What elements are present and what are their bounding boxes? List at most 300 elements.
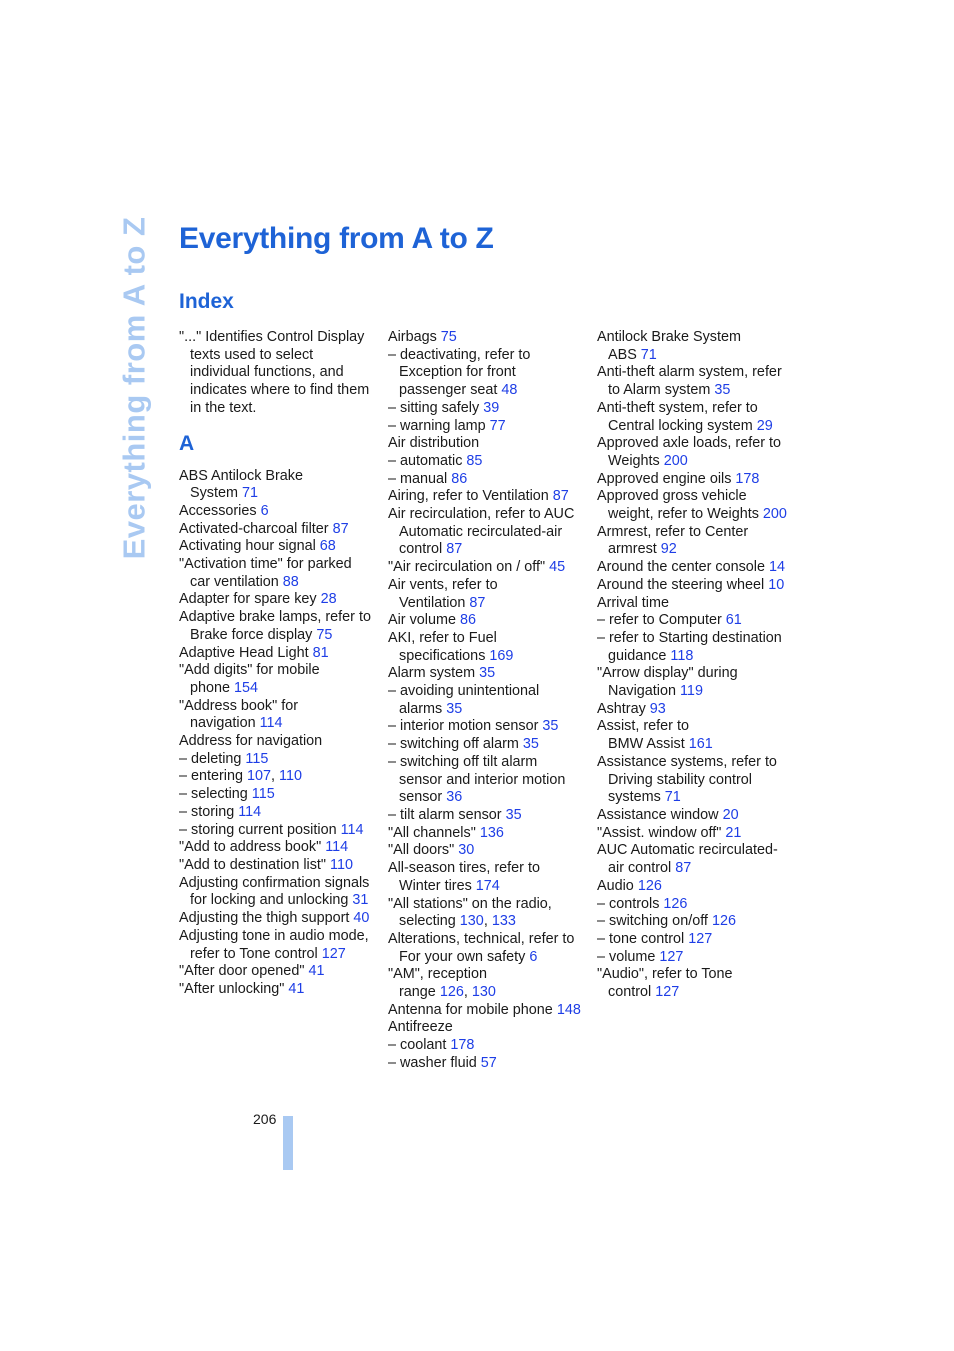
index-entry-text: Winter tires: [399, 877, 476, 894]
index-entry-text: Air recirculation, refer to AUC: [388, 506, 575, 523]
index-subentry: [388, 1055, 584, 1073]
page-reference-link[interactable]: 57: [480, 1054, 497, 1071]
index-entry-text: – automatic: [388, 452, 467, 469]
page-reference-link[interactable]: 126: [637, 877, 662, 894]
index-entry-text: Ventilation: [399, 594, 470, 611]
page-title: Everything from A to Z: [179, 222, 494, 255]
index-entry-text: – warning lamp: [388, 417, 490, 434]
index-entry: [597, 364, 793, 382]
index-entry: [597, 435, 793, 453]
page-reference-link[interactable]: 81: [312, 644, 329, 661]
index-entry: [179, 946, 375, 964]
page-reference-link[interactable]: 174: [475, 877, 500, 894]
page-reference-link[interactable]: 130: [459, 913, 484, 930]
index-entry-text: "Add digits" for mobile: [179, 662, 320, 679]
page-reference-link[interactable]: 87: [446, 541, 463, 558]
index-entry: [597, 984, 793, 1002]
index-entry-text: BMW Assist: [608, 736, 689, 753]
page-reference-link[interactable]: 6: [260, 502, 269, 519]
index-column-3: [597, 329, 793, 1002]
index-subentry: [179, 804, 375, 822]
index-entry: [597, 400, 793, 418]
index-subentry: [179, 786, 375, 804]
page-reference-link[interactable]: 127: [321, 945, 346, 962]
index-entry-text: Address for navigation: [179, 733, 323, 750]
index-entry-text: Exception for front: [399, 364, 516, 381]
index-entry: [179, 928, 375, 946]
index-entry: [179, 981, 375, 999]
index-entry: [597, 683, 793, 701]
index-entry-text: car ventilation: [190, 573, 283, 590]
page-reference-link[interactable]: 86: [459, 612, 476, 629]
page-reference-link[interactable]: 35: [505, 806, 522, 823]
index-entry: selecting 130, 133: [399, 913, 516, 930]
index-entry-text: – switching on/off: [597, 913, 712, 930]
index-entry: [179, 662, 375, 680]
index-subentry: [179, 822, 375, 840]
index-entry: [388, 1019, 584, 1037]
index-entry: [597, 541, 793, 559]
page-reference-link[interactable]: 35: [446, 700, 463, 717]
index-entry-text: "After door opened": [179, 963, 309, 980]
page-reference-link[interactable]: 107: [247, 768, 272, 785]
index-entry-text: phone: [190, 679, 235, 696]
index-entry-text: Adjusting tone in audio mode,: [179, 927, 369, 944]
index-entry-text: alarms: [399, 700, 447, 717]
index-entry: [597, 471, 793, 489]
index-entry: [179, 364, 375, 382]
index-entry: [179, 521, 375, 539]
index-entry: [597, 595, 793, 613]
index-entry-text: Driving stability control: [608, 771, 752, 788]
index-entry: [388, 382, 584, 400]
page-reference-link[interactable]: 93: [649, 700, 666, 717]
page-reference-link[interactable]: 41: [288, 980, 305, 997]
index-entry: [388, 488, 584, 506]
page-reference-link[interactable]: 35: [522, 736, 539, 753]
index-entry-text: Adjusting the thigh support: [179, 910, 354, 927]
index-entry: [388, 364, 584, 382]
index-entry-text: "Arrow display" during: [597, 665, 738, 682]
index-entry: [597, 772, 793, 790]
page-reference-link[interactable]: 114: [238, 803, 262, 820]
index-entry: [388, 825, 584, 843]
page-reference-link[interactable]: 45: [549, 559, 566, 576]
page-reference-link[interactable]: 148: [556, 1001, 581, 1018]
index-entry-text: Around the steering wheel: [597, 576, 769, 593]
index-entry-text: control: [608, 984, 656, 1001]
index-entry: [179, 857, 375, 875]
page-reference-link[interactable]: 86: [451, 470, 468, 487]
index-entry: [597, 718, 793, 736]
index-entry-text: – deactivating, refer to: [388, 346, 531, 363]
index-entry-text: – deleting: [179, 750, 246, 767]
index-subentry: [388, 754, 584, 772]
page-reference-link[interactable]: 114: [325, 839, 349, 856]
index-entry: [179, 910, 375, 928]
page-reference-link[interactable]: 75: [440, 329, 457, 345]
page-reference-link[interactable]: 39: [483, 399, 500, 416]
index-entry-text: Antenna for mobile phone: [388, 1001, 557, 1018]
index-entry: [179, 400, 375, 418]
page-reference-link[interactable]: 35: [479, 665, 496, 682]
index-entry-text: Brake force display: [190, 626, 317, 643]
page-reference-link[interactable]: 136: [479, 824, 504, 841]
page-reference-link[interactable]: 178: [450, 1037, 475, 1054]
page-reference-link[interactable]: 127: [688, 930, 713, 947]
index-entry: [597, 577, 793, 595]
index-entry: [388, 329, 584, 347]
index-subentry: [597, 896, 793, 914]
page-reference-link[interactable]: 119: [680, 683, 703, 700]
page-reference-link[interactable]: 87: [332, 520, 349, 537]
index-letter-heading: A: [179, 431, 195, 455]
index-entry-text: – volume: [597, 948, 660, 965]
page-reference-link[interactable]: 133: [491, 913, 516, 930]
index-subentry: [597, 931, 793, 949]
index-entry: [388, 541, 584, 559]
index-entry-text: Central locking system: [608, 417, 757, 434]
index-entry: [597, 807, 793, 825]
index-entry-text: Anti-theft system, refer to: [597, 399, 758, 416]
page-reference-link[interactable]: 75: [316, 626, 333, 643]
index-entry-text: ABS Antilock Brake: [179, 467, 303, 484]
index-entry: [597, 648, 793, 666]
index-entry: [597, 453, 793, 471]
index-entry: [179, 839, 375, 857]
index-entry: [179, 627, 375, 645]
index-entry-text: "Add to address book": [179, 839, 326, 856]
page-reference-link[interactable]: 127: [659, 948, 684, 965]
index-entry-text: Adjusting confirmation signals: [179, 874, 370, 891]
index-entry-text: Approved gross vehicle: [597, 488, 747, 505]
section-title: Index: [179, 290, 234, 313]
page-reference-link[interactable]: 85: [466, 452, 483, 469]
page-reference-link[interactable]: 154: [234, 679, 259, 696]
index-entry-text: selecting: [399, 913, 460, 930]
index-entry: [388, 435, 584, 453]
index-entry-text: refer to Tone control: [190, 945, 322, 962]
index-entry-text: Antifreeze: [388, 1019, 453, 1036]
index-entry: [597, 347, 793, 365]
index-entry-text: Alterations, technical, refer to: [388, 930, 575, 947]
page-reference-link[interactable]: 68: [319, 538, 336, 555]
index-entry-text: weight, refer to Weights: [608, 506, 763, 523]
index-entry: [388, 878, 584, 896]
index-entry: [597, 418, 793, 436]
index-entry-text: Adaptive brake lamps, refer to: [179, 609, 371, 626]
index-column-1: [179, 329, 375, 999]
page-reference-link[interactable]: 114: [340, 821, 364, 838]
index-entry-text: sensor: [399, 789, 447, 806]
index-entry: [597, 789, 793, 807]
index-entry-text: – entering: [179, 768, 248, 785]
index-entry-text: "Activation time" for parked: [179, 556, 352, 573]
page-reference-link[interactable]: 6: [529, 948, 538, 965]
index-entry-text: – refer to Starting destination: [597, 629, 782, 646]
index-entry-text: sensor and interior motion: [399, 771, 566, 788]
index-entry: [179, 574, 375, 592]
index-entry: [179, 468, 375, 486]
side-chapter-tab: [112, 216, 156, 560]
index-entry-text: – controls: [597, 895, 664, 912]
index-entry: [597, 842, 793, 860]
page-reference-link[interactable]: 200: [663, 452, 688, 469]
index-entry: [179, 347, 375, 365]
index-entry: [597, 559, 793, 577]
index-entry: [388, 1002, 584, 1020]
page-reference-link[interactable]: 87: [552, 488, 569, 505]
index-entry-text: range: [399, 984, 440, 1001]
page-reference-link[interactable]: 87: [675, 860, 692, 877]
page-reference-link[interactable]: 126: [663, 895, 688, 912]
index-entry: [179, 556, 375, 574]
index-entry: [179, 538, 375, 556]
page-reference-link[interactable]: 71: [664, 789, 681, 806]
index-entry-text: – switching off alarm: [388, 736, 523, 753]
index-entry: [388, 931, 584, 949]
index-entry-text: "Audio", refer to Tone: [597, 966, 733, 983]
index-entry-text: to Alarm system: [608, 382, 715, 399]
page-reference-link[interactable]: 161: [688, 736, 713, 753]
index-entry-text: Navigation: [608, 683, 680, 700]
page-reference-link[interactable]: 114: [259, 715, 283, 732]
index-entry: [179, 645, 375, 663]
page-reference-link[interactable]: 40: [353, 910, 370, 927]
index-subentry: – entering 107, 110: [179, 768, 302, 785]
index-entry-text: "Address book" for: [179, 697, 299, 714]
page-reference-link[interactable]: 92: [660, 541, 677, 558]
index-subentry: [388, 1037, 584, 1055]
index-column-2: [388, 329, 584, 1073]
index-entry: [179, 591, 375, 609]
index-subentry: [388, 418, 584, 436]
index-entry-text: – storing: [179, 803, 239, 820]
index-entry-text: "All doors": [388, 842, 459, 859]
index-entry-text: Automatic recirculated-air: [399, 523, 563, 540]
index-entry-text: – manual: [388, 470, 452, 487]
index-entry: [388, 701, 584, 719]
index-entry: range 126, 130: [399, 984, 496, 1001]
index-entry: [179, 503, 375, 521]
index-entry-text: Approved engine oils: [597, 470, 736, 487]
page-reference-link[interactable]: 118: [670, 647, 694, 664]
page-reference-link[interactable]: 77: [489, 417, 506, 434]
index-entry-text: – interior motion sensor: [388, 718, 543, 735]
index-entry-text: – sitting safely: [388, 399, 484, 416]
index-entry-text: System: [190, 485, 242, 502]
index-entry-text: ABS: [608, 346, 641, 363]
index-entry: [388, 612, 584, 630]
index-entry: [179, 892, 375, 910]
index-entry-text: Antilock Brake System: [597, 329, 741, 345]
index-entry: [597, 329, 793, 347]
index-subentry: [597, 949, 793, 967]
index-subentry: [388, 453, 584, 471]
page-reference-link[interactable]: 169: [489, 647, 514, 664]
page-reference-link[interactable]: 36: [446, 789, 463, 806]
page-reference-link[interactable]: 30: [458, 842, 475, 859]
index-entry-text: Airing, refer to Ventilation: [388, 488, 553, 505]
page-reference-link[interactable]: 29: [756, 417, 773, 434]
index-entry-text: Weights: [608, 452, 664, 469]
index-entry-text: AUC Automatic recirculated-: [597, 842, 778, 859]
page-reference-link[interactable]: 127: [655, 984, 680, 1001]
page-reference-link[interactable]: 115: [245, 750, 269, 767]
index-entry: [388, 524, 584, 542]
index-entry: [179, 963, 375, 981]
index-entry: [597, 736, 793, 754]
page-reference-link[interactable]: 87: [469, 594, 486, 611]
index-entry: [388, 506, 584, 524]
index-entry-text: – avoiding unintentional: [388, 683, 540, 700]
page-reference-link[interactable]: 200: [762, 506, 787, 523]
index-entry: [179, 733, 375, 751]
index-entry-text: "Air recirculation on / off": [388, 559, 550, 576]
index-entry: [597, 878, 793, 896]
index-entry-text: All-season tires, refer to: [388, 860, 540, 877]
index-entry-text: specifications: [399, 647, 490, 664]
index-entry: [179, 485, 375, 503]
index-entry-text: Assistance window: [597, 806, 723, 823]
index-entry-text: Accessories: [179, 502, 261, 519]
index-entry-text: – selecting: [179, 786, 252, 803]
index-entry-text: "Assist. window off": [597, 824, 726, 841]
index-entry: [388, 789, 584, 807]
index-subentry: [597, 630, 793, 648]
index-entry: [179, 875, 375, 893]
index-entry: [388, 842, 584, 860]
index-entry: [179, 609, 375, 627]
index-subentry: [388, 683, 584, 701]
index-entry: [179, 715, 375, 733]
index-entry-text: "All stations" on the radio,: [388, 895, 552, 912]
index-entry: [597, 524, 793, 542]
page-reference-link[interactable]: 71: [241, 485, 258, 502]
index-entry: [388, 896, 584, 914]
index-entry-text: – tilt alarm sensor: [388, 806, 506, 823]
page-reference-link[interactable]: 88: [282, 573, 299, 590]
index-entry-text: Assistance systems, refer to: [597, 753, 777, 770]
index-entry-text: Armrest, refer to Center: [597, 523, 749, 540]
index-entry: [388, 949, 584, 967]
index-entry-text: Alarm system: [388, 665, 480, 682]
page-reference-link[interactable]: 126: [439, 984, 464, 1001]
index-entry-text: Airbags: [388, 329, 441, 345]
index-entry-text: Adapter for spare key: [179, 591, 321, 608]
index-entry-text: Anti-theft alarm system, refer: [597, 364, 782, 381]
index-subentry: [388, 807, 584, 825]
index-entry-text: "All channels": [388, 824, 480, 841]
page-reference-link[interactable]: 126: [711, 913, 736, 930]
index-entry-text: Ashtray: [597, 700, 650, 717]
index-entry-text: "Add to destination list": [179, 856, 331, 873]
index-entry: [597, 382, 793, 400]
index-entry-text: – switching off tilt alarm: [388, 753, 538, 770]
index-entry-text: Air distribution: [388, 435, 480, 452]
index-entry-text: control: [399, 541, 447, 558]
index-entry: [179, 680, 375, 698]
page-reference-link[interactable]: 48: [501, 382, 518, 399]
index-entry: [597, 825, 793, 843]
index-entry: [179, 698, 375, 716]
index-entry: [388, 630, 584, 648]
index-entry-text: passenger seat: [399, 382, 502, 399]
index-entry-text: Around the center console: [597, 559, 769, 576]
page-reference-link[interactable]: 14: [769, 559, 786, 576]
index-entry: [597, 701, 793, 719]
index-entry-text: – washer fluid: [388, 1054, 481, 1071]
index-entry-text: "After unlocking": [179, 980, 289, 997]
index-entry: [179, 382, 375, 400]
index-entry-text: air control: [608, 860, 676, 877]
index-entry-text: Activated-charcoal filter: [179, 520, 333, 537]
index-subentry: [388, 347, 584, 365]
index-subentry: [179, 751, 375, 769]
index-entry: [179, 329, 375, 347]
index-entry: [388, 559, 584, 577]
index-entry-text: systems: [608, 789, 665, 806]
index-subentry: [597, 913, 793, 931]
index-entry-text: – refer to Computer: [597, 612, 726, 629]
index-entry-text: texts used to select: [190, 346, 314, 363]
page-reference-link[interactable]: 71: [640, 346, 657, 363]
index-subentry: [388, 471, 584, 489]
page-reference-link[interactable]: 31: [352, 892, 369, 909]
page-reference-link[interactable]: 35: [714, 382, 731, 399]
index-entry: [597, 754, 793, 772]
page-reference-link[interactable]: 130: [471, 984, 496, 1001]
index-entry-text: individual functions, and: [190, 364, 344, 381]
page-reference-link[interactable]: 21: [725, 824, 742, 841]
index-entry-text: AKI, refer to Fuel: [388, 629, 497, 646]
index-entry-text: Audio: [597, 877, 638, 894]
index-entry-text: – storing current position: [179, 821, 341, 838]
index-entry-text: For your own safety: [399, 948, 530, 965]
page-reference-link[interactable]: 115: [251, 786, 275, 803]
page-reference-link[interactable]: 28: [320, 591, 337, 608]
index-subentry: [388, 718, 584, 736]
index-entry: [388, 648, 584, 666]
page-reference-link[interactable]: 110: [330, 856, 353, 873]
index-entry-text: Adaptive Head Light: [179, 644, 313, 661]
index-subentry: [388, 400, 584, 418]
index-entry-text: for locking and unlocking: [190, 892, 353, 909]
index-entry-text: Air vents, refer to: [388, 576, 498, 593]
index-entry-text: indicates where to find them: [190, 382, 370, 399]
page-reference-link[interactable]: 61: [725, 612, 742, 629]
index-subentry: [388, 736, 584, 754]
index-entry-text: Approved axle loads, refer to: [597, 435, 781, 452]
index-entry-text: "AM", reception: [388, 966, 487, 983]
page-reference-link[interactable]: 20: [722, 806, 739, 823]
page-reference-link[interactable]: 41: [308, 963, 325, 980]
index-entry-text: navigation: [190, 715, 260, 732]
index-entry: [388, 595, 584, 613]
page-reference-link[interactable]: 10: [768, 576, 785, 593]
index-entry-text: Arrival time: [597, 594, 669, 611]
index-subentry: [597, 612, 793, 630]
index-entry-text: – coolant: [388, 1037, 451, 1054]
index-entry-text: Activating hour signal: [179, 538, 320, 555]
index-entry: [597, 665, 793, 683]
page-reference-link[interactable]: 35: [542, 718, 559, 735]
side-chapter-tab-label: Everything from A to Z: [116, 216, 152, 560]
page-reference-link[interactable]: 178: [735, 470, 760, 487]
page-reference-link[interactable]: 110: [279, 768, 302, 785]
index-entry: [388, 860, 584, 878]
index-entry-text: armrest: [608, 541, 661, 558]
